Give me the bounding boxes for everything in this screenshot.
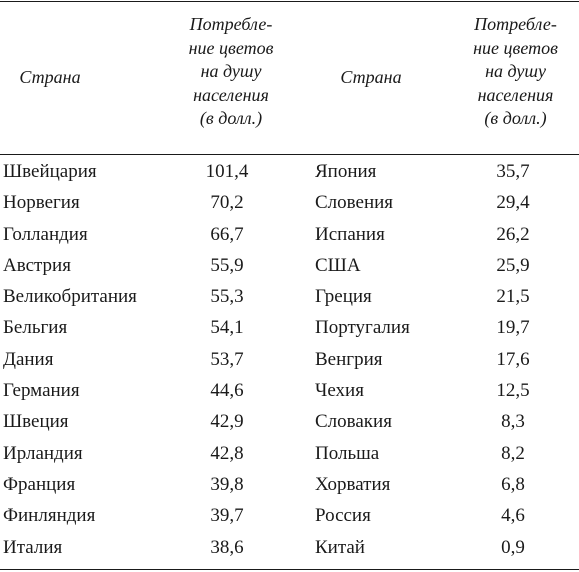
value-cell: 55,3 (210, 286, 244, 308)
value-cell: 39,7 (210, 505, 244, 527)
value-cell: 55,9 (210, 254, 244, 276)
value-cell: 21,5 (496, 286, 530, 308)
header-rule (0, 154, 579, 155)
value-cell: 25,9 (496, 254, 530, 276)
value-cell: 19,7 (496, 317, 530, 339)
country-cell: Франция (3, 473, 76, 495)
country-cell: Италия (3, 536, 63, 558)
table-row (0, 469, 579, 500)
value-cell: 54,1 (210, 317, 244, 339)
country-cell: Норвегия (3, 192, 80, 214)
table-top-rule (0, 1, 579, 2)
country-cell: Голландия (3, 223, 88, 245)
value-cell: 44,6 (210, 380, 244, 402)
value-cell: 12,5 (496, 380, 530, 402)
country-cell: Греция (315, 286, 372, 308)
country-cell: Польша (315, 442, 380, 464)
country-cell: Китай (315, 536, 365, 558)
country-cell: Ирландия (3, 442, 83, 464)
table-body (0, 156, 579, 563)
country-cell: Словакия (315, 411, 392, 433)
country-cell: США (315, 254, 361, 276)
value-cell: 39,8 (210, 473, 244, 495)
value-cell: 0,9 (501, 536, 525, 558)
header-country-right: Страна (340, 67, 402, 87)
table-row (0, 532, 579, 563)
value-cell: 8,3 (501, 411, 525, 433)
header-value-left: Потребле- ние цветов на душу населения (в долл.) (188, 14, 274, 129)
country-cell: Австрия (3, 254, 71, 276)
value-cell: 53,7 (210, 348, 244, 370)
country-cell: Хорватия (315, 473, 391, 495)
value-cell: 4,6 (501, 505, 525, 527)
table-row (0, 219, 579, 250)
country-cell: Россия (315, 505, 371, 527)
value-cell: 26,2 (496, 223, 530, 245)
table-row (0, 250, 579, 281)
country-cell: Германия (3, 380, 80, 402)
table-row (0, 438, 579, 469)
country-cell: Швейцария (3, 161, 97, 182)
table-row (0, 375, 579, 406)
value-cell: 66,7 (210, 223, 244, 245)
table-row (0, 312, 579, 343)
value-cell: 42,8 (210, 442, 244, 464)
country-cell: Португалия (315, 317, 410, 339)
country-cell: Швеция (3, 411, 69, 433)
country-cell: Япония (315, 161, 377, 182)
header-value-right: Потребле- ние цветов на душу населения (в долл.) (473, 14, 558, 129)
country-cell: Испания (315, 223, 385, 245)
table-row (0, 281, 579, 312)
country-cell: Венгрия (315, 348, 383, 370)
value-cell: 29,4 (496, 192, 530, 214)
table-row (0, 406, 579, 437)
value-cell: 101,4 (205, 161, 249, 182)
table-row (0, 187, 579, 218)
table-bottom-rule (0, 569, 579, 570)
value-cell: 35,7 (496, 161, 530, 182)
table-row (0, 156, 579, 187)
country-cell: Чехия (315, 380, 364, 402)
country-cell: Дания (3, 348, 54, 370)
value-cell: 17,6 (496, 348, 530, 370)
value-cell: 42,9 (210, 411, 244, 433)
value-cell: 38,6 (210, 536, 244, 558)
value-cell: 70,2 (210, 192, 244, 214)
value-cell: 6,8 (501, 473, 525, 495)
country-cell: Бельгия (3, 317, 68, 339)
table-row (0, 344, 579, 375)
country-cell: Великобритания (3, 286, 137, 308)
header-country-left: Страна (19, 67, 81, 87)
country-cell: Словения (315, 192, 394, 214)
country-cell: Финляндия (3, 505, 96, 527)
table-row (0, 500, 579, 531)
value-cell: 8,2 (501, 442, 525, 464)
